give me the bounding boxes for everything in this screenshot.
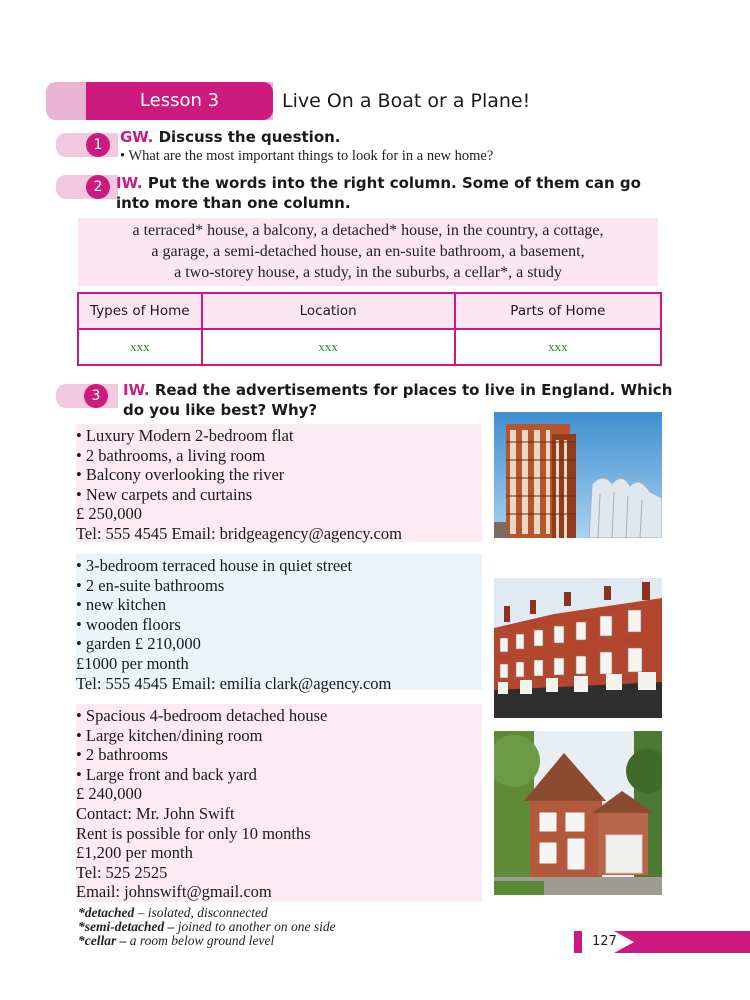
exercise-2-tag: IW.: [116, 174, 143, 192]
advert-2-line: • new kitchen: [76, 595, 167, 615]
advert-3-contact-name: Contact: Mr. John Swift: [76, 803, 235, 823]
exercise-3-instruction-line1: Read the advertisements for places to live in England. Which: [154, 381, 673, 399]
lesson-title: Live On a Boat or a Plane!: [282, 90, 531, 112]
exercise-2-instruction-line1: Put the words into the right column. Some of them can go: [147, 174, 641, 192]
table-cell-parts[interactable]: xxx: [455, 329, 661, 365]
word-box-line-2: a garage, a semi-detached house, an en-suite bathroom, a basement,: [151, 243, 585, 260]
footnote-definition: a room below ground level: [126, 933, 275, 948]
exercise-3-instruction-line2: do you like best? Why?: [123, 401, 318, 419]
advert-2-line: • 3-bedroom terraced house in quiet street: [76, 556, 353, 575]
advert-1-contact: Tel: 555 4545 Email: bridgeagency@agency.com: [76, 523, 402, 543]
exercise-3-number: 3: [84, 384, 108, 408]
exercise-1-number: 1: [86, 133, 110, 157]
advert-3-line: • 2 bathrooms: [76, 745, 168, 765]
exercise-1-tag: GW.: [120, 128, 154, 146]
advert-3-rent: £1,200 per month: [76, 843, 193, 863]
advert-3: [76, 704, 482, 902]
terraced-houses-image: [494, 578, 662, 718]
advert-2-contact: Tel: 555 4545 Email: emilia clark@agency.com: [76, 673, 392, 693]
footnote-cellar: [78, 934, 274, 948]
footnote-definition: joined to another on one side: [174, 919, 336, 934]
advert-1-price: £ 250,000: [76, 504, 142, 524]
table-header-parts: Parts of Home: [455, 293, 661, 329]
sorting-table: [77, 292, 662, 366]
exercise-1-question: • What are the most important things to look for in a new home?: [120, 148, 494, 164]
advert-2: [76, 554, 482, 693]
footnote-semi-detached: [78, 920, 336, 934]
footnote-term: *detached: [78, 905, 135, 920]
advert-1-line: • Balcony overlooking the river: [76, 465, 285, 485]
advert-3-line: • Spacious 4-bedroom detached house: [76, 706, 328, 725]
advert-2-line: • wooden floors: [76, 614, 181, 634]
page-number: 127: [592, 934, 617, 949]
exercise-2-number: 2: [86, 175, 110, 199]
advert-1-line: • Luxury Modern 2-bedroom flat: [76, 426, 294, 445]
footnote-detached: [78, 906, 268, 920]
advert-3-phone: Tel: 525 2525: [76, 862, 168, 882]
advert-2-line: • 2 en-suite bathrooms: [76, 575, 225, 595]
advert-3-line: • Large front and back yard: [76, 764, 257, 784]
exercise-3-tag: IW.: [123, 381, 150, 399]
advert-1-line: • New carpets and curtains: [76, 484, 253, 504]
tower-block-image: [494, 412, 662, 538]
advert-3-rent-note: Rent is possible for only 10 months: [76, 823, 311, 843]
exercise-1-instruction: Discuss the question.: [158, 128, 341, 146]
table-header-types: Types of Home: [78, 293, 202, 329]
lesson-label: Lesson 3: [86, 82, 273, 120]
table-row: [78, 329, 661, 365]
advert-2-line: • garden £ 210,000: [76, 634, 201, 654]
advert-1: [76, 424, 482, 542]
word-box-line-3: a two-storey house, a study, in the suburbs, a cellar*, a study: [174, 264, 562, 281]
advert-3-price: £ 240,000: [76, 784, 142, 804]
footnote-term: *cellar –: [78, 933, 127, 948]
exercise-2-heading: [116, 173, 641, 213]
footnote-term: *semi-detached –: [78, 919, 175, 934]
detached-house-image: [494, 731, 662, 895]
exercise-2-instruction-line2: into more than one column.: [116, 194, 351, 212]
advert-3-line: • Large kitchen/dining room: [76, 725, 263, 745]
word-box: [78, 218, 658, 286]
exercise-1-heading: [120, 127, 341, 147]
advert-1-line: • 2 bathrooms, a living room: [76, 445, 266, 465]
table-header-location: Location: [202, 293, 455, 329]
advert-3-email: Email: johnswift@gmail.com: [76, 882, 272, 902]
word-box-line-1: a terraced* house, a balcony, a detached* house, in the country, a cottage,: [132, 222, 604, 239]
advert-2-rent: £1000 per month: [76, 653, 189, 673]
footnote-definition: – isolated, disconnected: [134, 905, 268, 920]
table-header-row: [78, 293, 661, 329]
table-cell-location[interactable]: xxx: [202, 329, 455, 365]
table-cell-types[interactable]: xxx: [78, 329, 202, 365]
